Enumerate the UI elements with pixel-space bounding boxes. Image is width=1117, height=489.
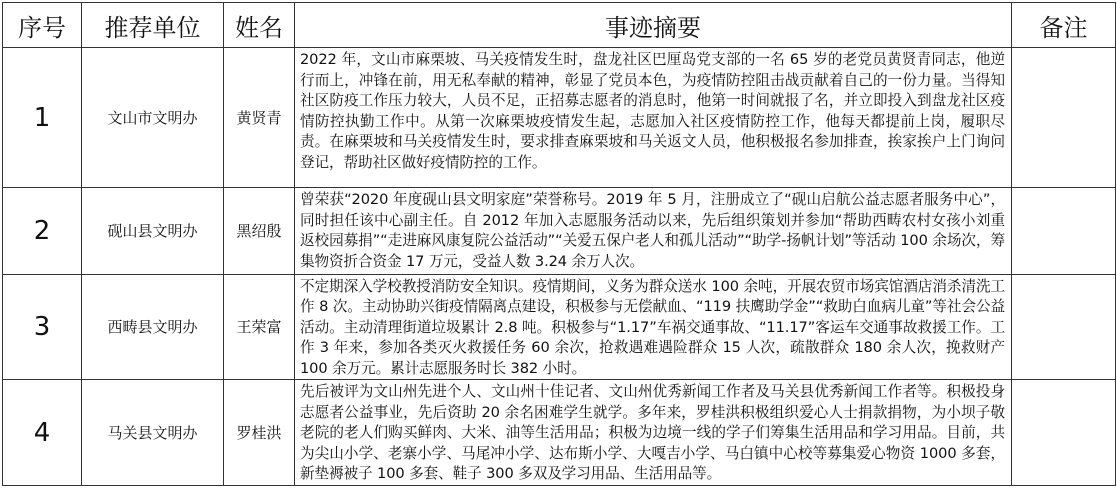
honor-table xyxy=(2,2,1116,486)
header-name: 姓名 xyxy=(224,3,295,48)
row-name: 黑绍殷 xyxy=(224,188,295,274)
row-summary: 不定期深入学校教授消防安全知识。疫情期间，义务为群众送水 100 余吨，开展农贸市场宾馆酒店消杀清洗工作 8 次。主动协助兴街疫情隔离点建设，积极参与无偿献血、“119 扶鹰助学金”“救助白血病儿童”等社会公益活动。主动清理街道垃圾累计 2.8 吨。积极参与“1.17”车祸交通事故、“11.17”客运车交通事故救援工作。工作 3 年来，参加各类灭火救援任务 60 余次，抢救遇难遇险群众 15 人次，疏散群众 180 余人次，挽救财产 100 余万元。累计志愿服务时长 382 小时。 xyxy=(295,274,1012,380)
row-index: 3 xyxy=(3,274,82,380)
row-remark xyxy=(1012,48,1116,188)
row-summary: 2022 年，文山市麻栗坡、马关疫情发生时，盘龙社区巴厘岛党支部的一名 65 岁的老党员黄贤青同志，他逆行而上，冲锋在前，用无私奉献的精神，彰显了党员本色，为疫情防控阻击战贡献着自己的一份力量。当得知社区防疫工作压力较大，人员不足，正招募志愿者的消息时，他第一时间就报了名，并立即投入到盘龙社区疫情防控执勤工作中。从第一次麻栗坡疫情发生起，志愿加入社区疫情防控工作，他每天都提前上岗，履职尽责。在麻栗坡和马关疫情发生时，要求排查麻栗坡和马关返文人员，他积极报名参加排查，挨家挨户上门询问登记，帮助社区做好疫情防控的工作。 xyxy=(295,48,1012,188)
header-unit: 推荐单位 xyxy=(82,3,224,48)
row-name: 王荣富 xyxy=(224,274,295,380)
row-index: 4 xyxy=(3,380,82,486)
row-summary: 先后被评为文山州先进个人、文山州十佳记者、文山州优秀新闻工作者及马关县优秀新闻工作者等。积极投身志愿者公益事业，先后资助 20 余名困难学生就学。多年来，罗桂洪积极组织爱心人士捐款捐物，为小坝子敬老院的老人们购买鲜肉、大米、油等生活用品；积极为边境一线的学子们筹集生活用品和学习用品。目前，共为尖山小学、老寨小学、马尾冲小学、达布斯小学、大嘎吉小学、马白镇中心校等募集爱心物资 1000 多套，新垫褥被子 100 多套、鞋子 300 多双及学习用品、生活用品等。 xyxy=(295,380,1012,486)
row-unit: 西畴县文明办 xyxy=(82,274,224,380)
header-remark: 备注 xyxy=(1012,3,1116,48)
row-name: 罗桂洪 xyxy=(224,380,295,486)
row-unit: 砚山县文明办 xyxy=(82,188,224,274)
row-name: 黄贤青 xyxy=(224,48,295,188)
row-remark xyxy=(1012,380,1116,486)
table-row xyxy=(3,48,1116,188)
row-remark xyxy=(1012,188,1116,274)
row-index: 1 xyxy=(3,48,82,188)
row-unit: 文山市文明办 xyxy=(82,48,224,188)
header-summary: 事迹摘要 xyxy=(295,3,1012,48)
table-row xyxy=(3,380,1116,486)
row-remark xyxy=(1012,274,1116,380)
row-summary: 曾荣获“2020 年度砚山县文明家庭”荣誉称号。2019 年 5 月，注册成立了“砚山启航公益志愿者服务中心”，同时担任该中心副主任。自 2012 年加入志愿服务活动以来，先后组织策划并参加“帮助西畴农村女孩小刘重返校园募捐”“走进麻风康复院公益活动”“关爱五保户老人和孤儿活动”“助学-扬帆计划”等活动 100 余场次，筹集物资折合资金 17 万元，受益人数 3.24 余万人次。 xyxy=(295,188,1012,274)
header-row xyxy=(3,3,1116,48)
table-row xyxy=(3,274,1116,380)
table-row xyxy=(3,188,1116,274)
header-index: 序号 xyxy=(3,3,82,48)
row-index: 2 xyxy=(3,188,82,274)
row-unit: 马关县文明办 xyxy=(82,380,224,486)
